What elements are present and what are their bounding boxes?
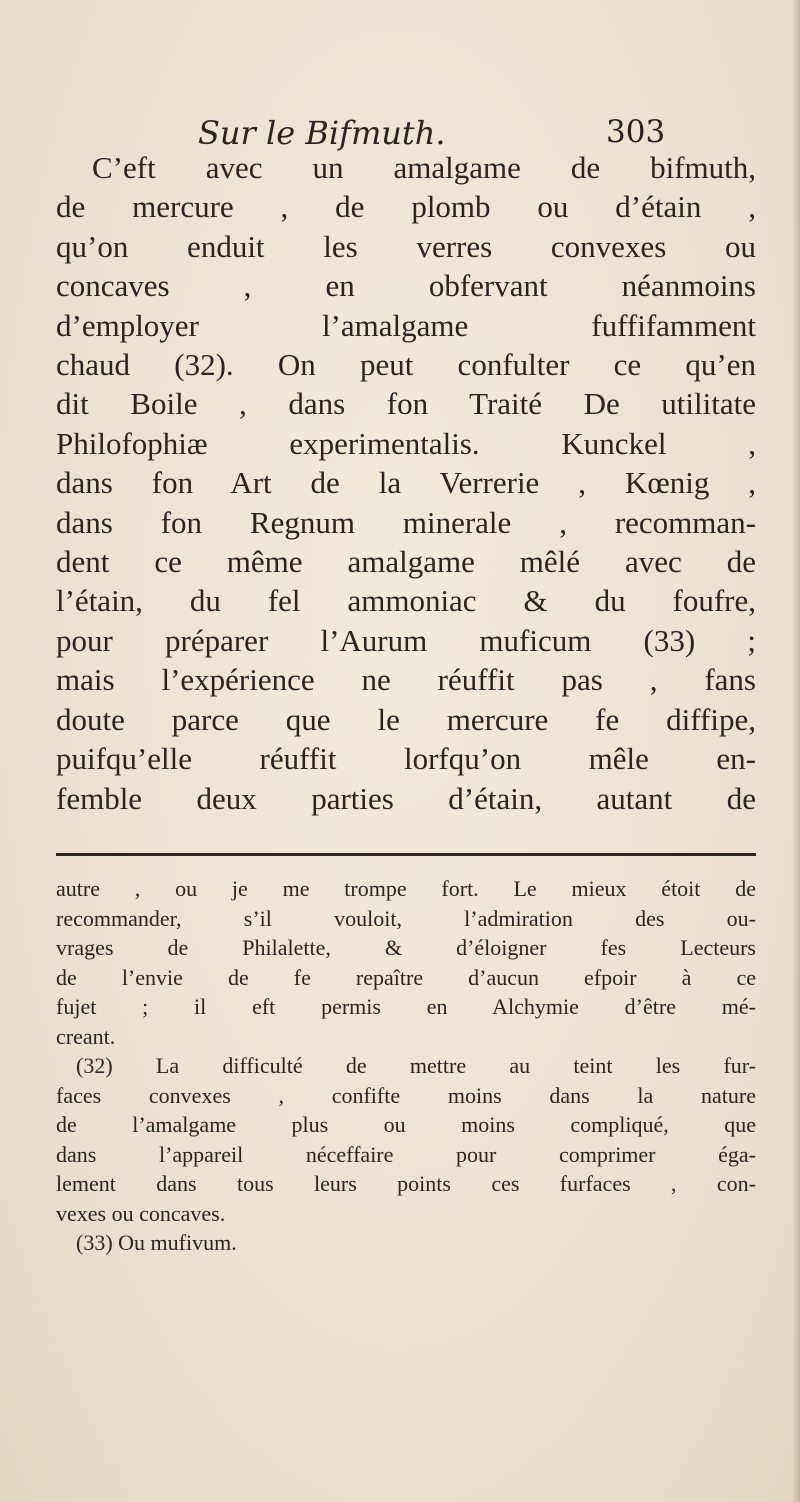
note-line: vexes ou concaves.: [56, 1200, 226, 1226]
text-line: femble deux parties d’étain, autant de: [56, 780, 756, 816]
footnote-rule: [56, 853, 756, 856]
text-line: mais l’expérience ne réuffit pas , fans: [56, 662, 756, 698]
text-line: dans fon Regnum minerale , recomman-: [56, 504, 756, 540]
text-line: dans fon Art de la Verrerie , Kœnig ,: [56, 465, 756, 501]
text-line: de mercure , de plomb ou d’étain ,: [56, 189, 756, 225]
main-text: [56, 148, 756, 818]
note-line: de l’envie de fe repaître d’aucun efpoir à ce: [56, 964, 756, 990]
text-line: qu’on enduit les verres convexes ou: [56, 228, 756, 264]
text-line: Philofophiæ experimentalis. Kunckel ,: [56, 425, 756, 461]
text-line: dent ce même amalgame mêlé avec de: [56, 544, 756, 580]
text-line: puifqu’elle réuffit lorfqu’on mêle en-: [56, 741, 756, 777]
footnotes: [56, 874, 756, 1258]
note-line: creant.: [56, 1023, 116, 1049]
note-line: de l’amalgame plus ou moins compliqué, que: [56, 1112, 756, 1137]
note-line: fujet ; il eft permis en Alchymie d’être mé-: [56, 994, 756, 1019]
note-line: faces convexes , confifte moins dans la nature: [56, 1082, 756, 1108]
text-line: concaves , en obfervant néanmoins: [56, 268, 756, 304]
note-line: lement dans tous leurs points ces furfaces , con-: [56, 1171, 756, 1196]
note-line: vrages de Philalette, & d’éloigner fes Lecteurs: [56, 935, 756, 960]
page-edge-shadow: [792, 0, 800, 1502]
note-line: recommander, s’il vouloit, l’admiration des ou-: [56, 905, 756, 931]
text-line: d’employer l’amalgame fuffifamment: [56, 307, 756, 343]
note-line: dans l’appareil néceffaire pour comprimer éga-: [56, 1141, 756, 1167]
note-line: autre , ou je me trompe fort. Le mieux étoit de: [56, 876, 756, 901]
note-line: (32) La difficulté de mettre au teint les fur-: [76, 1053, 756, 1078]
note-line: (33) Ou mufivum.: [76, 1230, 237, 1255]
text-line: pour préparer l’Aurum muficum (33) ;: [56, 622, 756, 658]
running-head: [198, 104, 738, 154]
text-line: chaud (32). On peut confulter ce qu’en: [56, 347, 756, 383]
text-line: C’eft avec un amalgame de bifmuth,: [92, 150, 756, 185]
text-line: doute parce que le mercure fe diffipe,: [56, 701, 756, 737]
text-line: l’étain, du fel ammoniac & du foufre,: [56, 583, 756, 619]
page-number: 303: [606, 114, 666, 150]
running-title: Sur le Bifmuth.: [198, 114, 446, 152]
text-line: dit Boile , dans fon Traité De utilitate: [56, 386, 756, 422]
